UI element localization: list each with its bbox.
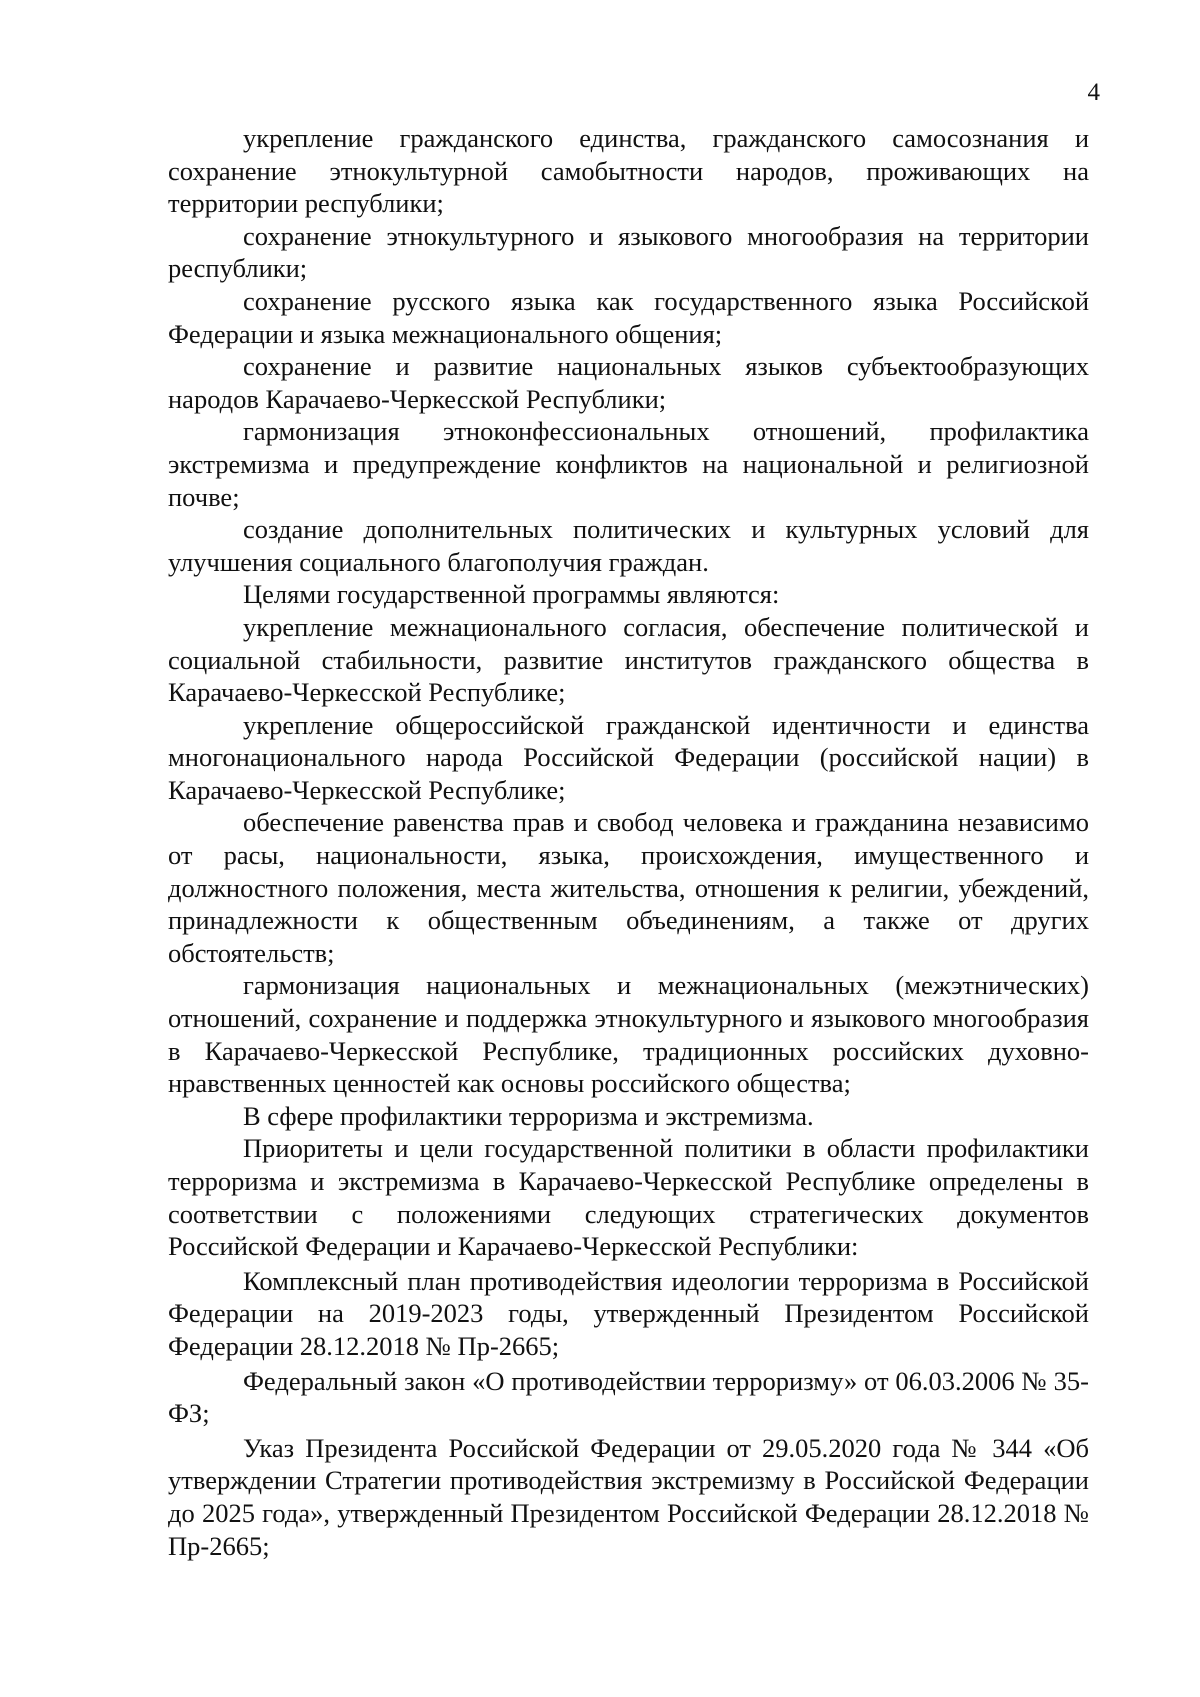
- paragraph-presidential-decree: Указ Президента Российской Федерации от 29.05.2020 года № 344 «Об утверждении Стратегии противодействия экстремизму в Российской Федерации до 2025 года», утвержденный Президентом Российской Федерации 28.12.2018 № Пр-2665;: [168, 1432, 1089, 1561]
- paragraph-social-wellbeing: создание дополнительных политических и культурных условий для улучшения социального благополучия граждан.: [168, 514, 1089, 577]
- paragraph-comprehensive-plan: Комплексный план противодействия идеологии терроризма в Российской Федерации на 2019-2023 годы, утвержденный Президентом Российской Федерации 28.12.2018 № Пр-2665;: [168, 1265, 1089, 1361]
- paragraph-national-languages: сохранение и развитие национальных языков субъектообразующих народов Карачаево-Черкесской Республики;: [168, 351, 1089, 414]
- paragraph-equal-rights: обеспечение равенства прав и свобод человека и гражданина независимо от расы, национальности, языка, происхождения, имущественного и должностного положения, места жительства, отношения к религии, убеждений, принадлежности к общественным объединениям, а также от других обстоятельств;: [168, 807, 1089, 968]
- paragraph-linguistic-diversity: сохранение этнокультурного и языкового многообразия на территории республики;: [168, 220, 1089, 284]
- paragraph-terrorism-prevention-heading: В сфере профилактики терроризма и экстремизма.: [243, 1100, 814, 1131]
- paragraph-priorities: Приоритеты и цели государственной политики в области профилактики терроризма и экстремизма в Карачаево-Черкесской Республике определены в соответствии с положениями следующих стратегических документов Российской Федерации и Карачаево-Черкесской Республики:: [168, 1133, 1089, 1262]
- paragraph-civic-identity: укрепление общероссийской гражданской идентичности и единства многонационального народа Российской Федерации (российской нации) в Карачаево-Черкесской Республике;: [168, 709, 1089, 805]
- paragraph-civic-unity: укрепление гражданского единства, гражданского самосознания и сохранение этнокультурной самобытности народов, проживающих на территории республики;: [168, 123, 1089, 219]
- paragraph-russian-language: сохранение русского языка как государственного языка Российской Федерации и языка межнационального общения;: [168, 285, 1089, 349]
- page-number: 4: [1087, 79, 1100, 106]
- paragraph-interethnic-accord: укрепление межнационального согласия, обеспечение политической и социальной стабильности, развитие институтов гражданского общества в Карачаево-Черкесской Республике;: [168, 611, 1089, 708]
- paragraph-ethnoconfessional-harmony: гармонизация этноконфессиональных отношений, профилактика экстремизма и предупреждение конфликтов на национальной и религиозной почве;: [168, 416, 1089, 512]
- paragraph-interethnic-relations: гармонизация национальных и межнациональных (межэтнических) отношений, сохранение и поддержка этнокультурного и языкового многообразия в Карачаево-Черкесской Республике, традиционных российских духовно-нравственных ценностей как основы российского общества;: [168, 970, 1089, 1099]
- document-body: [168, 122, 1089, 1562]
- paragraph-federal-law: Федеральный закон «О противодействии терроризму» от 06.03.2006 № 35-ФЗ;: [168, 1365, 1089, 1429]
- paragraph-program-goals-heading: Целями государственной программы являются:: [243, 579, 780, 610]
